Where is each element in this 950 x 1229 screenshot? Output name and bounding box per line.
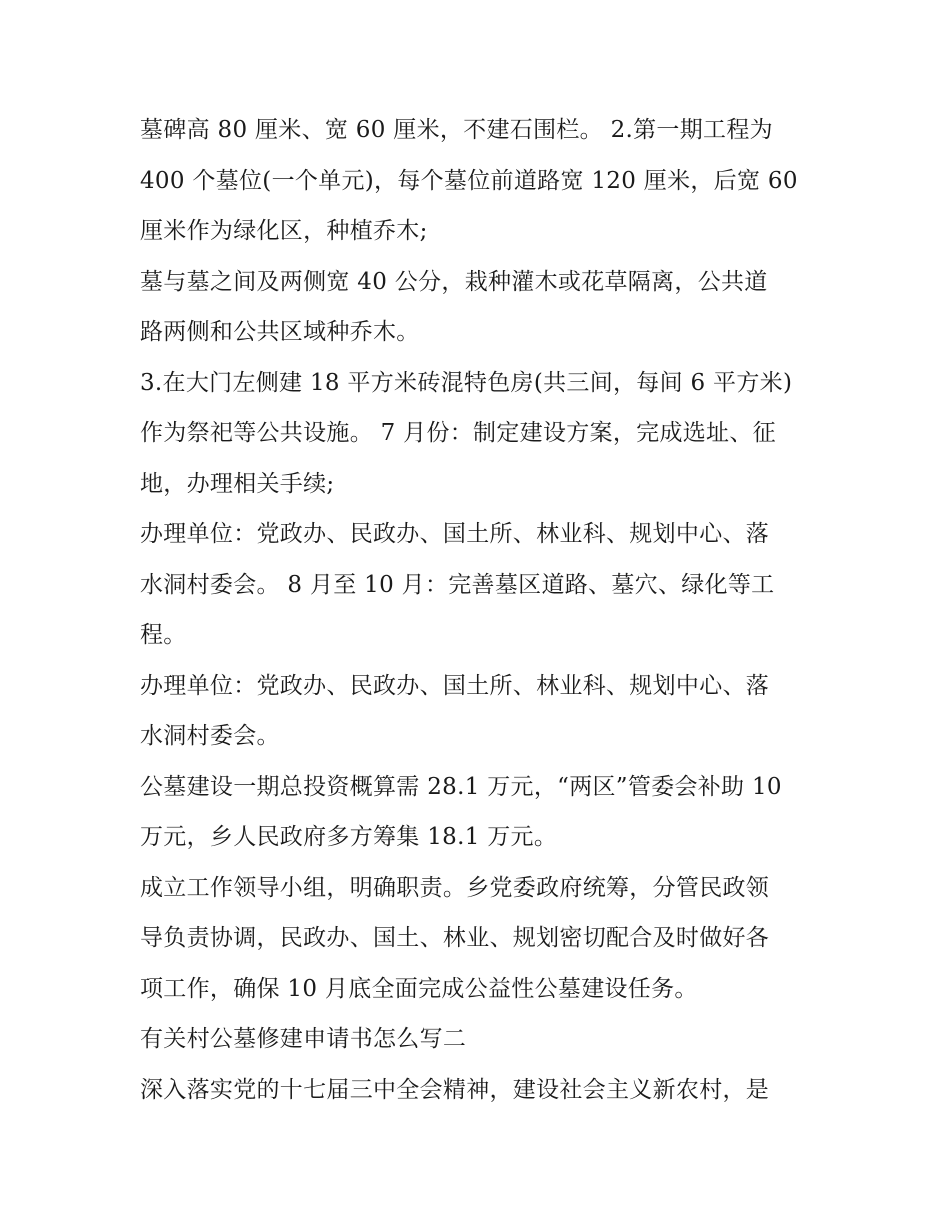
document-body bbox=[140, 111, 820, 1121]
text-line: 办理单位：党政办、民政办、国土所、林业科、规划中心、落 bbox=[140, 672, 770, 699]
text-line: 作为祭祀等公共设施。 7 月份：制定建设方案，完成选址、征 bbox=[140, 420, 776, 446]
text-line: 路两侧和公共区域种乔木。 bbox=[140, 319, 420, 345]
text-line: 地，办理相关手续; bbox=[140, 470, 335, 497]
text-line: 导负责协调，民政办、国土、林业、规划密切配合及时做好各 bbox=[140, 925, 770, 951]
text-line: 成立工作领导小组，明确职责。乡党委政府统筹，分管民政领 bbox=[140, 874, 770, 901]
text-line: 墓碑高 80 厘米、宽 60 厘米，不建石围栏。 2.第一期工程为 bbox=[140, 117, 773, 143]
text-line: 程。 bbox=[140, 622, 187, 648]
text-line: 公墓建设一期总投资概算需 28.1 万元，“两区”管委会补助 10 bbox=[140, 773, 782, 800]
text-line: 墓与墓之间及两侧宽 40 公分，栽种灌木或花草隔离，公共道 bbox=[140, 268, 768, 295]
text-line: 水洞村委会。 8 月至 10 月：完善墓区道路、墓穴、绿化等工 bbox=[140, 571, 775, 598]
text-line: 深入落实党的十七届三中全会精神，建设社会主义新农村，是 bbox=[140, 1076, 770, 1103]
text-line: 400 个墓位(一个单元)，每个墓位前道路宽 120 厘米，后宽 60 bbox=[140, 167, 798, 194]
text-line: 3.在大门左侧建 18 平方米砖混特色房(共三间，每间 6 平方米) bbox=[140, 369, 793, 396]
text-line: 办理单位：党政办、民政办、国土所、林业科、规划中心、落 bbox=[140, 521, 770, 547]
text-line: 水洞村委会。 bbox=[140, 723, 280, 749]
section-heading: 有关村公墓修建申请书怎么写二 bbox=[140, 1026, 467, 1052]
text-line: 项工作，确保 10 月底全面完成公益性公墓建设任务。 bbox=[140, 975, 698, 1002]
text-line: 万元，乡人民政府多方筹集 18.1 万元。 bbox=[140, 824, 558, 850]
text-line: 厘米作为绿化区，种植乔木; bbox=[140, 218, 428, 244]
